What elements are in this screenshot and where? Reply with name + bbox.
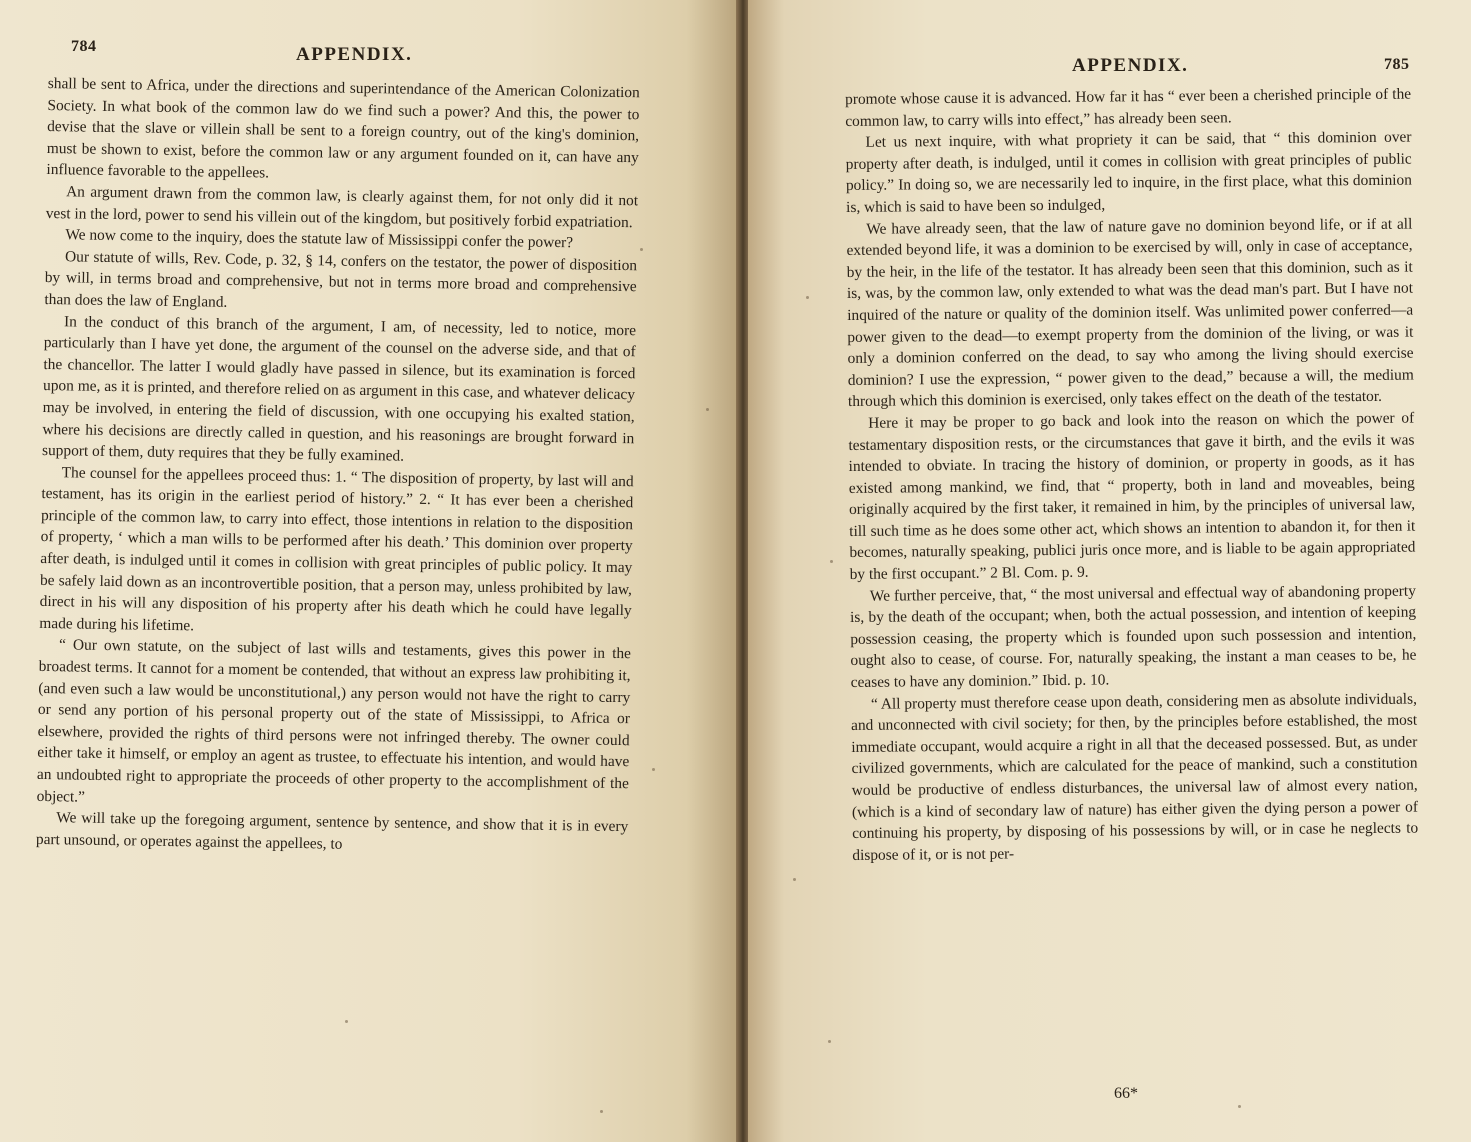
right-page bbox=[748, 0, 1471, 1142]
right-page-header bbox=[748, 0, 1471, 80]
right-page-body bbox=[845, 84, 1418, 867]
paper-speck bbox=[600, 1110, 603, 1113]
paper-speck bbox=[1238, 1105, 1241, 1108]
left-page-body bbox=[36, 73, 640, 860]
signature-mark: 66* bbox=[1114, 1085, 1138, 1102]
paper-speck bbox=[793, 878, 796, 881]
left-paragraph-5: In the conduct of this branch of the argument, I am, of necessity, led to notice, more particularly than I have yet done, the argument of the counsel on the adverse side, and that of the chancellor. The latter I would gladly have passed in silence, but its examination is forced upon me, as it is printed, and therefore relied on as argument in this case, and whatever delicacy may be involved, in entering the field of discussion, with one occupying his exalted station, where his decisions are directly called in question, and his reasonings are brought forward in support of them, duty requires that they be fully examined. bbox=[41, 312, 637, 465]
paper-speck bbox=[830, 560, 833, 563]
paper-speck bbox=[828, 1040, 831, 1043]
right-page-number: 785 bbox=[1384, 56, 1410, 73]
left-paragraph-6: The counsel for the appellees proceed thus: 1. “ The disposition of property, by last will and testament, has its origin in the earliest period of history.” 2. “ It has ever been a cherished principle of the common law, to carry into effect, those intentions in relation to the disposition of property, ‘ which a man wills to be performed after his death.’ This dominion over property after death, is indulged until it comes in collision with great principles of public policy. It may be safely laid down as an incontrovertible position, that a person may, unless prohibited by law, direct in his will any disposition of his property after his death which he could have legally made during his lifetime. bbox=[39, 463, 634, 635]
left-paragraph-7: “ Our own statute, on the subject of last wills and testaments, gives this power in the broadest terms. It cannot for a moment be contended, that without an express law prohibiting it, (and even such a law would be unconstitutional,) any person would not have the right to carry or send any portion of his personal property out of the state of Mississippi, to Africa or elsewhere, provided the rights of third persons were not infringed thereby. The owner could either take it himself, or employ an agent as trustee, to effectuate his intention, and would have an undoubted right to appropriate the proceeds of other property to the accomplishment of the object.” bbox=[36, 636, 632, 806]
left-paragraph-4: Our statute of wills, Rev. Code, p. 32, § 14, confers on the testator, the power of disposition by will, in terms broad and comprehensive, but not in terms more broad and comprehensive than does the law of England. bbox=[44, 248, 638, 311]
left-paragraph-1: shall be sent to Africa, under the directions and superintendance of the American Colonization Society. In what book of the common law do we find such a power? And this, the power to devise that the slave or villein shall be sent to a foreign country, out of the king's dominion, must be shown to exist, before the common law or any argument founded on it, can have any influence favorable to the appellees. bbox=[46, 74, 640, 182]
left-paragraph-2: An argument drawn from the common law, is clearly against them, for not only did it not vest in the lord, power to send his villein out of the kingdom, but positively forbid expatriation. bbox=[45, 183, 639, 231]
right-paragraph-3: We have already seen, that the law of nature gave no dominion beyond life, or if at all extended beyond life, it was a dominion to be exercised by will, only in case of acceptance, by the heir, in the life of the testator. It has already been seen that this dominion, such as it is, was, by the common law, only extended to what was the dead man's part. But I have not inquired of the nature or quality of the dominion itself. Was unlimited power conferred—a power given to the dead—to exempt property from the dominion of the living, or was it only a dominion conferred on the dead, to say who among the living should exercise dominion? I use the expression, “ power given to the dead,” because a will, the medium through which this dominion is exercised, only takes effect on the death of the testator. bbox=[846, 215, 1414, 411]
right-paragraph-4: Here it may be proper to go back and look into the reason on which the power of testamentary disposition rests, or the circumstances that gave it birth, and the evils it was intended to obviate. In tracing the history of dominion, or property in goods, as it has existed among mankind, we find, that “ property, both in land and moveables, being originally acquired by the first taker, it remained in him, by the principles of universal law, till such time as he does some other act, which shows an intention to abandon it, for then it becomes, naturally speaking, publici juris once more, and is liable to be again appropriated by the first occupant.” 2 Bl. Com. p. 9. bbox=[848, 409, 1416, 584]
left-page-header bbox=[0, 0, 738, 80]
right-paragraph-5: We further perceive, that, “ the most universal and effectual way of abandoning property is, by the death of the occupant; when, both the actual possession, and intention of keeping possession ceasing, the property which is founded upon such possession and intention, ought also to cease, of course. For, naturally speaking, the instant a man ceases to be, he ceases to have any dominion.” Ibid. p. 10. bbox=[849, 582, 1417, 692]
left-paragraph-8: We will take up the foregoing argument, sentence by sentence, and show that it is in every part unsound, or operates against the appellees, to bbox=[35, 809, 629, 853]
paper-speck bbox=[706, 408, 709, 411]
paper-speck bbox=[640, 248, 643, 251]
right-paragraph-1: promote whose cause it is advanced. How far it has “ ever been a cherished principle of the common law, to carry wills into effect,” has already been seen. bbox=[845, 85, 1412, 130]
right-paragraph-6: “ All property must therefore cease upon death, considering men as absolute individuals, and unconnected with civil society; for then, by the principles before established, the most immediate occupant, would acquire a right in all that the deceased possessed. But, as under civilized governments, which are calculated for the peace of mankind, such a constitution would be productive of endless disturbances, the universal law of almost every nation, (which is a kind of secondary law of nature) has either given the dying person a power of continuing his property, by disposing of his possessions by will, or in case he neglects to dispose of it, or is not per- bbox=[851, 690, 1419, 864]
paper-speck bbox=[652, 768, 655, 771]
paper-speck bbox=[806, 296, 809, 299]
left-paragraph-3: We now come to the inquiry, does the statute law of Mississippi confer the power? bbox=[65, 226, 574, 252]
right-paragraph-2: Let us next inquire, with what propriety it can be said, that “ this dominion over property after death, is indulged, until it comes in collision with great principles of public policy.” In doing so, we are necessarily led to inquire, in the first place, what this dominion is, which is said to have been so indulged, bbox=[845, 128, 1412, 216]
right-running-head: APPENDIX. bbox=[1072, 55, 1189, 76]
left-running-head: APPENDIX. bbox=[296, 44, 413, 65]
left-page-number: 784 bbox=[71, 38, 97, 55]
paper-speck bbox=[345, 1020, 348, 1023]
